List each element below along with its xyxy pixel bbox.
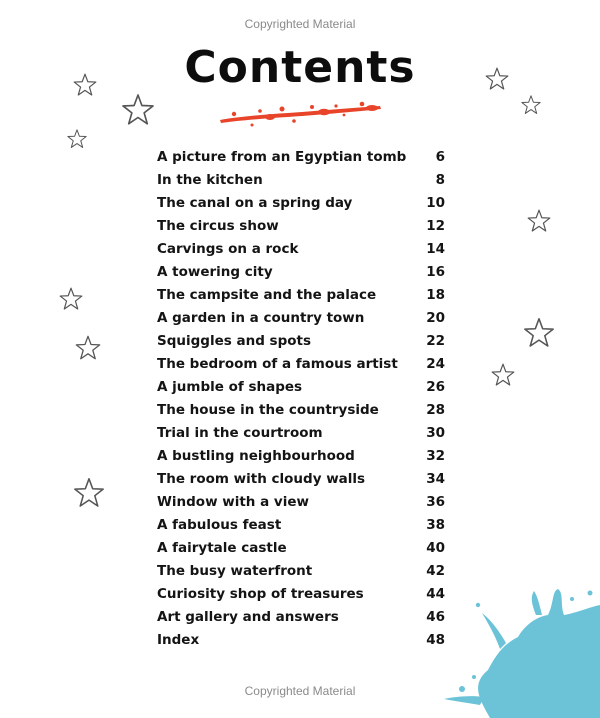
table-of-contents: [157, 145, 445, 651]
toc-entry-label: Trial in the courtroom: [157, 424, 323, 441]
toc-entry-label: A bustling neighbourhood: [157, 447, 355, 464]
paint-splat-icon: [212, 100, 387, 128]
toc-entry-page: 24: [426, 355, 445, 372]
copyright-watermark-top: Copyrighted Material: [244, 17, 356, 31]
toc-entry-page: 6: [435, 148, 445, 165]
toc-entry-label: Index: [157, 631, 200, 648]
toc-entry-page: 26: [426, 378, 445, 395]
toc-entry-page: 8: [435, 171, 445, 188]
toc-entry: [157, 628, 445, 651]
toc-entry-page: 48: [426, 631, 445, 648]
toc-entry: [157, 490, 445, 513]
star-icon: [74, 334, 102, 362]
toc-entry: [157, 559, 445, 582]
toc-entry-label: The circus show: [157, 217, 279, 234]
star-icon: [522, 316, 556, 350]
star-icon: [520, 94, 542, 116]
toc-entry: [157, 237, 445, 260]
toc-entry-label: Curiosity shop of treasures: [157, 585, 364, 602]
toc-entry: [157, 513, 445, 536]
toc-entry-label: The bedroom of a famous artist: [157, 355, 398, 372]
toc-entry-label: A towering city: [157, 263, 273, 280]
toc-entry: [157, 283, 445, 306]
toc-entry-label: Window with a view: [157, 493, 309, 510]
page-title: Contents: [184, 42, 416, 93]
star-icon: [490, 362, 516, 388]
star-icon: [72, 72, 98, 98]
toc-entry-page: 14: [426, 240, 445, 257]
toc-entry: [157, 582, 445, 605]
toc-entry: [157, 329, 445, 352]
star-icon: [120, 92, 156, 128]
toc-entry: [157, 168, 445, 191]
toc-entry-page: 28: [426, 401, 445, 418]
toc-entry-label: A picture from an Egyptian tomb: [157, 148, 407, 165]
toc-entry-page: 16: [426, 263, 445, 280]
toc-entry-page: 20: [426, 309, 445, 326]
star-icon: [526, 208, 552, 234]
toc-entry: [157, 260, 445, 283]
toc-entry-label: The campsite and the palace: [157, 286, 377, 303]
paint-blob-icon: [440, 585, 600, 718]
toc-entry-label: The canal on a spring day: [157, 194, 353, 211]
star-icon: [484, 66, 510, 92]
toc-entry-label: A fabulous feast: [157, 516, 282, 533]
toc-entry: [157, 467, 445, 490]
toc-entry-page: 46: [426, 608, 445, 625]
toc-entry-page: 32: [426, 447, 445, 464]
star-icon: [66, 128, 88, 150]
toc-entry-page: 30: [426, 424, 445, 441]
toc-entry-page: 34: [426, 470, 445, 487]
toc-entry-page: 10: [426, 194, 445, 211]
toc-entry: [157, 191, 445, 214]
toc-entry-page: 22: [426, 332, 445, 349]
toc-entry-label: A jumble of shapes: [157, 378, 303, 395]
toc-entry: [157, 421, 445, 444]
star-icon: [58, 286, 84, 312]
toc-entry-page: 12: [426, 217, 445, 234]
toc-entry: [157, 605, 445, 628]
toc-entry-label: Squiggles and spots: [157, 332, 312, 349]
toc-entry: [157, 145, 445, 168]
star-icon: [72, 476, 106, 510]
toc-entry: [157, 398, 445, 421]
toc-entry-label: The busy waterfront: [157, 562, 313, 579]
toc-entry: [157, 306, 445, 329]
toc-entry-label: In the kitchen: [157, 171, 263, 188]
toc-entry-page: 40: [426, 539, 445, 556]
toc-entry-page: 42: [426, 562, 445, 579]
toc-entry-label: The room with cloudy walls: [157, 470, 366, 487]
toc-entry: [157, 375, 445, 398]
toc-entry: [157, 214, 445, 237]
toc-entry-page: 38: [426, 516, 445, 533]
toc-entry: [157, 444, 445, 467]
copyright-watermark-bottom: Copyrighted Material: [244, 684, 356, 698]
toc-entry-label: A garden in a country town: [157, 309, 365, 326]
toc-entry: [157, 536, 445, 559]
toc-entry-label: Carvings on a rock: [157, 240, 299, 257]
toc-entry-page: 44: [426, 585, 445, 602]
toc-entry: [157, 352, 445, 375]
toc-entry-label: A fairytale castle: [157, 539, 287, 556]
toc-entry-label: The house in the countryside: [157, 401, 379, 418]
toc-entry-page: 18: [426, 286, 445, 303]
toc-entry-label: Art gallery and answers: [157, 608, 339, 625]
toc-entry-page: 36: [426, 493, 445, 510]
